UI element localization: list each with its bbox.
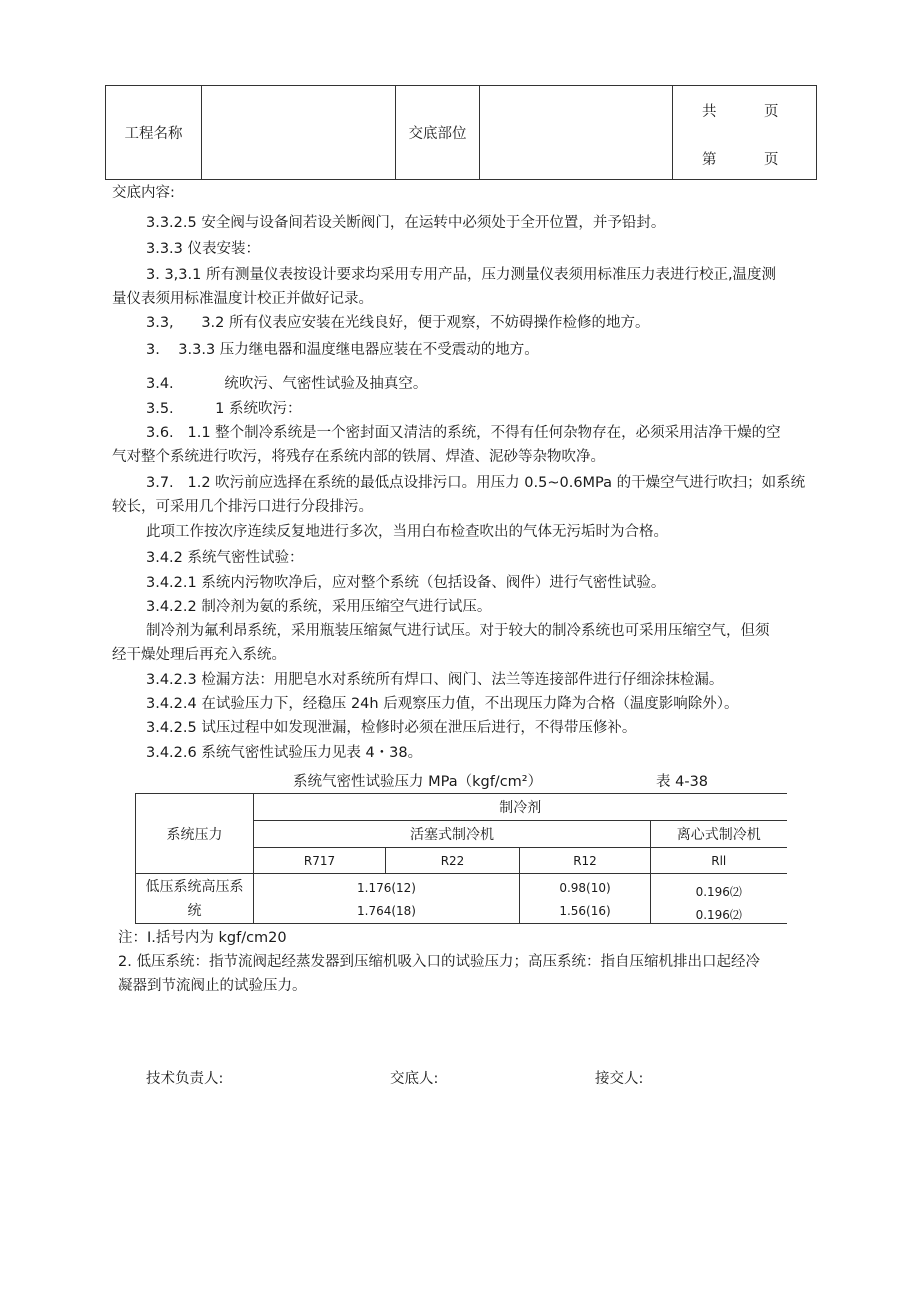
paragraph: 3.4. 统吹污、气密性试验及抽真空。: [146, 376, 428, 392]
value-low: 0.98(10): [559, 880, 611, 895]
type-r22: R22: [386, 848, 520, 874]
paragraph: 3.4.2.5 试压过程中如发现泄漏，检修时必须在泄压后进行，不得带压修补。: [146, 720, 637, 736]
value-high: 0.196⑵: [695, 907, 742, 922]
paragraph: 3.4.2.6 系统气密性试验压力见表 4・38。: [146, 745, 423, 761]
value-high: 1.56(16): [559, 903, 611, 918]
paragraph: 3. 3.3.3 压力继电器和温度继电器应装在不受震动的地方。: [146, 342, 539, 358]
value-low: 0.196⑵: [695, 884, 742, 899]
note: 注：I.括号内为 kgf/cm20: [118, 930, 287, 946]
row-label-cell: [136, 874, 254, 924]
content-label: 交底内容:: [112, 185, 175, 201]
project-name-value: [202, 86, 396, 180]
row-header-cell: [136, 794, 254, 874]
paragraph: 3.6. 1.1 整个制冷系统是一个密封面又清洁的系统，不得有任何杂物存在，必须采用洁净干燥的空: [146, 425, 781, 441]
header-table: [105, 85, 817, 180]
tech-lead-label: 技术负责人:: [146, 1071, 224, 1087]
value-high: 1.764(18): [357, 903, 416, 918]
value-low: 1.176(12): [357, 880, 416, 895]
paragraph: 3.3, 3.2 所有仪表应安装在光线良好，便于观察，不妨碍操作检修的地方。: [146, 315, 650, 331]
paragraph: 较长，可采用几个排污口进行分段排污。: [112, 499, 373, 515]
note: 2. 低压系统：指节流阀起经蒸发器到压缩机吸入口的试验压力；高压系统：指自压缩机排出口起经冷: [118, 954, 760, 970]
paragraph: 制冷剂为氟利昂系统，采用瓶装压缩氮气进行试压。对于较大的制冷系统也可采用压缩空气，但须: [146, 623, 770, 639]
r12-values: [520, 874, 651, 924]
paragraph: 3. 3,3.1 所有测量仪表按设计要求均采用专用产品，压力测量仪表须用标准压力表进行校正,温度测: [146, 267, 777, 283]
paragraph: 3.4.2.3 检漏方法：用肥皂水对系统所有焊口、阀门、法兰等连接部件进行仔细涂抹检漏。: [146, 672, 724, 688]
refrigerant-header: 制冷剂: [254, 794, 787, 821]
table-caption: 系统气密性试验压力 MPa（kgf/cm²）: [293, 774, 543, 790]
page-count-cell: [673, 86, 817, 180]
note: 凝器到节流阀止的试验压力。: [118, 978, 307, 994]
discloser-label: 交底人:: [390, 1071, 439, 1087]
type-rll: Rll: [651, 848, 787, 874]
type-r12: R12: [520, 848, 651, 874]
current-page-prefix: 第: [702, 152, 717, 168]
paragraph: 3.4.2.2 制冷剂为氨的系统，采用压缩空气进行试压。: [146, 599, 492, 615]
paragraph: 3.5. 1 系统吹污：: [146, 401, 302, 417]
paragraph: 3.4.2 系统气密性试验：: [146, 550, 304, 566]
paragraph: 3.4.2.4 在试验压力下，经稳压 24h 后观察压力值，不出现压力降为合格（温度影响除外）。: [146, 696, 739, 712]
paragraph: 3.7. 1.2 吹污前应选择在系统的最低点设排污口。用压力 0.5~0.6MPa 的干燥空气进行吹扫；如系统: [146, 475, 806, 491]
row-header: 系统压力: [166, 826, 223, 843]
paragraph: 3.3.3 仪表安装：: [146, 241, 261, 257]
total-pages-prefix: 共: [702, 104, 717, 120]
pressure-table: [135, 793, 787, 924]
paragraph: 气对整个系统进行吹污，将残存在系统内部的铁屑、焊渣、泥砂等杂物吹净。: [112, 449, 605, 465]
paragraph: 3.3.2.5 安全阀与设备间若设关断阀门，在运转中必须处于全开位置，并予铅封。: [146, 215, 666, 231]
type-r717: R717: [254, 848, 386, 874]
handover-part-value: [480, 86, 673, 180]
project-name-label: 工程名称: [106, 86, 202, 180]
paragraph: 经干燥处理后再充入系统。: [112, 647, 286, 663]
current-page-suffix: 页: [764, 152, 779, 168]
row-label: 低压系统高压系统: [145, 878, 244, 919]
rll-values: [651, 874, 787, 924]
centrifugal-header: 离心式制冷机: [651, 821, 787, 848]
total-pages-suffix: 页: [764, 104, 779, 120]
handover-part-label: 交底部位: [396, 86, 480, 180]
r717-r22-values: [254, 874, 520, 924]
table-number: 表 4-38: [656, 774, 709, 790]
paragraph: 3.4.2.1 系统内污物吹净后，应对整个系统（包括设备、阀件）进行气密性试验。: [146, 575, 666, 591]
paragraph: 量仪表须用标准温度计校正并做好记录。: [112, 291, 373, 307]
paragraph: 此项工作按次序连续反复地进行多次，当用白布检查吹出的气体无污垢时为合格。: [146, 524, 668, 540]
piston-header: 活塞式制冷机: [254, 821, 651, 848]
receiver-label: 接交人:: [595, 1071, 644, 1087]
